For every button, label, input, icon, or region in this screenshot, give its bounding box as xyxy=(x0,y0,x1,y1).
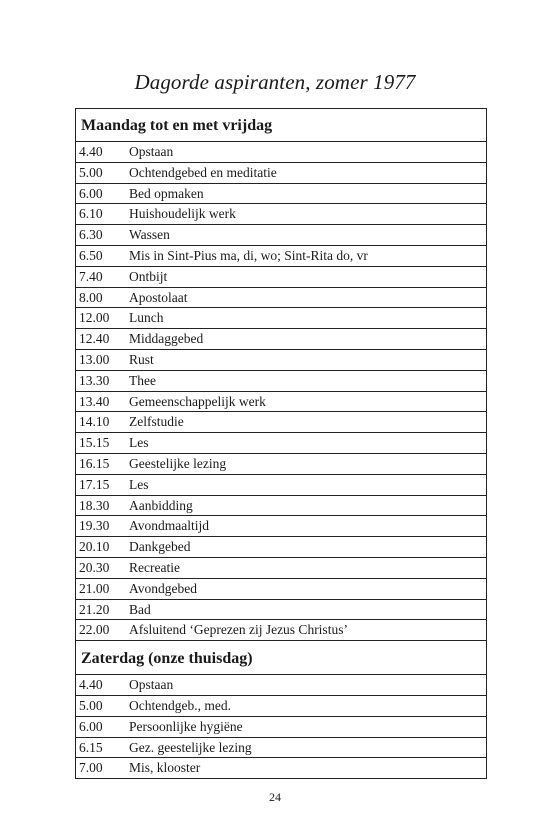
weekday-rows xyxy=(76,142,486,641)
table-row xyxy=(76,675,486,696)
table-row xyxy=(76,558,486,579)
table-row xyxy=(76,579,486,600)
table-row xyxy=(76,329,486,350)
activity-cell: Rust xyxy=(129,351,154,367)
table-row xyxy=(76,225,486,246)
table-row xyxy=(76,308,486,329)
time-cell: 6.30 xyxy=(79,227,103,243)
table-row xyxy=(76,620,486,641)
table-row xyxy=(76,371,486,392)
table-row xyxy=(76,163,486,184)
activity-cell: Gez. geestelijke lezing xyxy=(129,739,252,755)
activity-cell: Lunch xyxy=(129,310,164,326)
activity-cell: Huishoudelijk werk xyxy=(129,206,236,222)
activity-cell: Recreatie xyxy=(129,559,180,575)
time-cell: 6.00 xyxy=(79,718,103,734)
table-row xyxy=(76,433,486,454)
table-row xyxy=(76,475,486,496)
table-row xyxy=(76,350,486,371)
table-row xyxy=(76,288,486,309)
table-row xyxy=(76,537,486,558)
time-cell: 8.00 xyxy=(79,289,103,305)
table-row xyxy=(76,142,486,163)
time-cell: 5.00 xyxy=(79,697,103,713)
activity-cell: Opstaan xyxy=(129,677,174,693)
activity-cell: Persoonlijke hygiëne xyxy=(129,718,243,734)
activity-cell: Ochtendgebed en meditatie xyxy=(129,164,277,180)
time-cell: 20.30 xyxy=(79,559,110,575)
activity-cell: Opstaan xyxy=(129,144,174,159)
activity-cell: Bed opmaken xyxy=(129,185,204,201)
time-cell: 14.10 xyxy=(79,414,110,430)
time-cell: 12.40 xyxy=(79,331,110,347)
activity-cell: Thee xyxy=(129,372,156,388)
table-row xyxy=(76,454,486,475)
schedule-table xyxy=(75,108,487,779)
time-cell: 6.00 xyxy=(79,185,103,201)
table-row xyxy=(76,204,486,225)
activity-cell: Zelfstudie xyxy=(129,414,184,430)
page-number: 24 xyxy=(269,790,281,804)
time-cell: 4.40 xyxy=(79,677,103,693)
table-row xyxy=(76,496,486,517)
time-cell: 7.40 xyxy=(79,268,103,284)
time-cell: 20.10 xyxy=(79,539,110,555)
time-cell: 19.30 xyxy=(79,518,110,534)
activity-cell: Ochtendgeb., med. xyxy=(129,697,231,713)
table-row xyxy=(76,246,486,267)
activity-cell: Gemeenschappelijk werk xyxy=(129,393,266,409)
time-cell: 7.00 xyxy=(79,760,103,776)
time-cell: 5.00 xyxy=(79,164,103,180)
table-row xyxy=(76,392,486,413)
activity-cell: Ontbijt xyxy=(129,268,168,284)
activity-cell: Avondgebed xyxy=(129,580,197,596)
time-cell: 17.15 xyxy=(79,476,110,492)
time-cell: 13.00 xyxy=(79,351,110,367)
activity-cell: Geestelijke lezing xyxy=(129,455,227,471)
activity-cell: Mis in Sint-Pius ma, di, wo; Sint-Rita do, vr xyxy=(129,247,368,263)
section-heading-weekdays: Maandag tot en met vrijdag xyxy=(76,109,486,142)
saturday-rows xyxy=(76,675,486,779)
time-cell: 6.50 xyxy=(79,247,103,263)
table-row xyxy=(76,267,486,288)
time-cell: 4.40 xyxy=(79,144,103,159)
table-row xyxy=(76,600,486,621)
activity-cell: Les xyxy=(129,476,149,492)
activity-cell: Wassen xyxy=(129,227,170,243)
time-cell: 6.10 xyxy=(79,206,103,222)
activity-cell: Dankgebed xyxy=(129,539,191,555)
time-cell: 16.15 xyxy=(79,455,110,471)
activity-cell: Les xyxy=(129,435,149,451)
activity-cell: Middaggebed xyxy=(129,331,204,347)
table-row xyxy=(76,412,486,433)
activity-cell: Bad xyxy=(129,601,151,617)
time-cell: 15.15 xyxy=(79,435,110,451)
time-cell: 12.00 xyxy=(79,310,110,326)
activity-cell: Aanbidding xyxy=(129,497,193,513)
activity-cell: Afsluitend ‘Geprezen zij Jezus Christus’ xyxy=(129,622,348,638)
activity-cell: Apostolaat xyxy=(129,289,188,305)
time-cell: 13.30 xyxy=(79,372,110,388)
time-cell: 13.40 xyxy=(79,393,110,409)
table-row xyxy=(76,738,486,759)
page-title: Dagorde aspiranten, zomer 1977 xyxy=(134,70,416,94)
time-cell: 6.15 xyxy=(79,739,103,755)
time-cell: 18.30 xyxy=(79,497,110,513)
time-cell: 22.00 xyxy=(79,622,110,638)
time-cell: 21.20 xyxy=(79,601,110,617)
table-row xyxy=(76,717,486,738)
table-row xyxy=(76,516,486,537)
activity-cell: Avondmaaltijd xyxy=(129,518,209,534)
table-row xyxy=(76,184,486,205)
table-row xyxy=(76,758,486,779)
activity-cell: Mis, klooster xyxy=(129,760,201,776)
time-cell: 21.00 xyxy=(79,580,110,596)
section-heading-saturday: Zaterdag (onze thuisdag) xyxy=(76,641,486,675)
table-row xyxy=(76,696,486,717)
